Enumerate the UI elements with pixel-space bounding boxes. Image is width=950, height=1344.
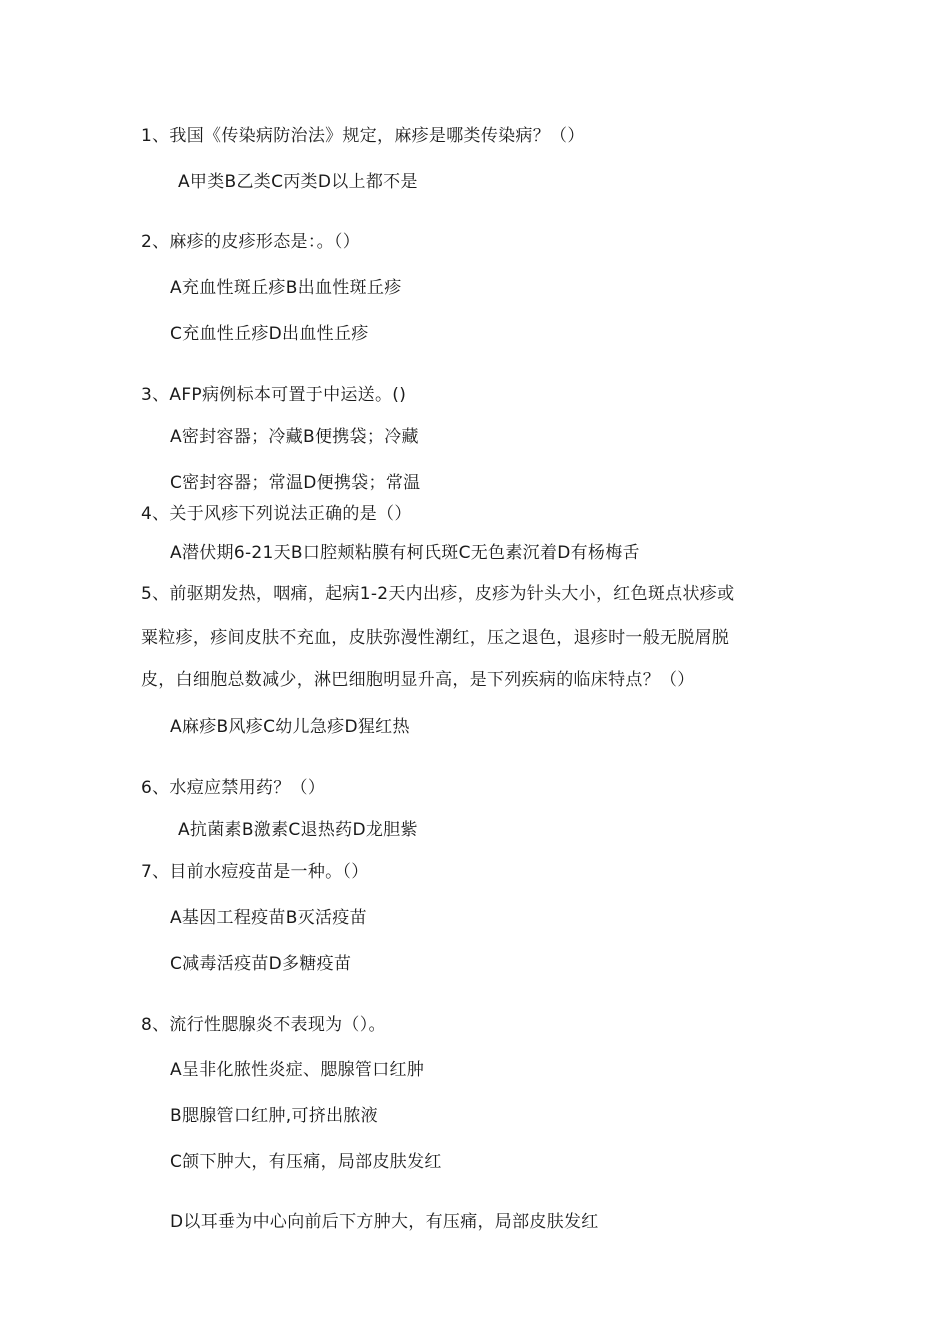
question-6-options: A抗菌素B激素C退热药D龙胆紫	[178, 820, 418, 840]
question-5-stem-line-3: 皮，白细胞总数减少，淋巴细胞明显升高，是下列疾病的临床特点？（）	[141, 670, 695, 690]
question-5-options: A麻疹B风疹C幼儿急疹D猩红热	[170, 717, 410, 737]
question-2-stem: 2、麻疹的皮疹形态是：。（）	[141, 232, 361, 252]
question-5-stem-line-2: 粟粒疹，疹间皮肤不充血，皮肤弥漫性潮红，压之退色，退疹时一般无脱屑脱	[141, 628, 730, 648]
question-8-stem: 8、流行性腮腺炎不表现为（）。	[141, 1015, 386, 1035]
question-7-options-ab: A基因工程疫苗B灭活疫苗	[170, 908, 367, 928]
question-1-options: A甲类B乙类C丙类D以上都不是	[178, 172, 418, 192]
question-2-options-ab: A充血性斑丘疹B出血性斑丘疹	[170, 278, 402, 298]
question-7-options-cd: C减毒活疫苗D多糖疫苗	[170, 954, 352, 974]
question-4-stem: 4、关于风疹下列说法正确的是（）	[141, 504, 412, 524]
question-1-stem: 1、我国《传染病防治法》规定，麻疹是哪类传染病？（）	[141, 126, 585, 146]
question-7-stem: 7、目前水痘疫苗是一种。（）	[141, 862, 369, 882]
question-8-option-c: C颌下肿大，有压痛，局部皮肤发红	[170, 1152, 442, 1172]
question-8-option-d: D以耳垂为中心向前后下方肿大，有压痛，局部皮肤发红	[170, 1212, 599, 1232]
question-8-option-a: A呈非化脓性炎症、腮腺管口红肿	[170, 1060, 425, 1080]
question-3-options-ab: A密封容器；冷藏B便携袋；冷藏	[170, 427, 419, 447]
question-3-options-cd: C密封容器；常温D便携袋；常温	[170, 473, 421, 493]
question-4-options: A潜伏期6-21天B口腔颊粘膜有柯氏斑C无色素沉着D有杨梅舌	[170, 543, 640, 563]
question-3-stem: 3、AFP病例标本可置于中运送。()	[141, 385, 407, 405]
question-5-stem-line-1: 5、前驱期发热，咽痛，起病1-2天内出疹，皮疹为针头大小，红色斑点状疹或	[141, 584, 735, 604]
question-6-stem: 6、水痘应禁用药？（）	[141, 778, 326, 798]
question-2-options-cd: C充血性丘疹D出血性丘疹	[170, 324, 369, 344]
question-8-option-b: B腮腺管口红肿,可挤出脓液	[170, 1106, 378, 1126]
